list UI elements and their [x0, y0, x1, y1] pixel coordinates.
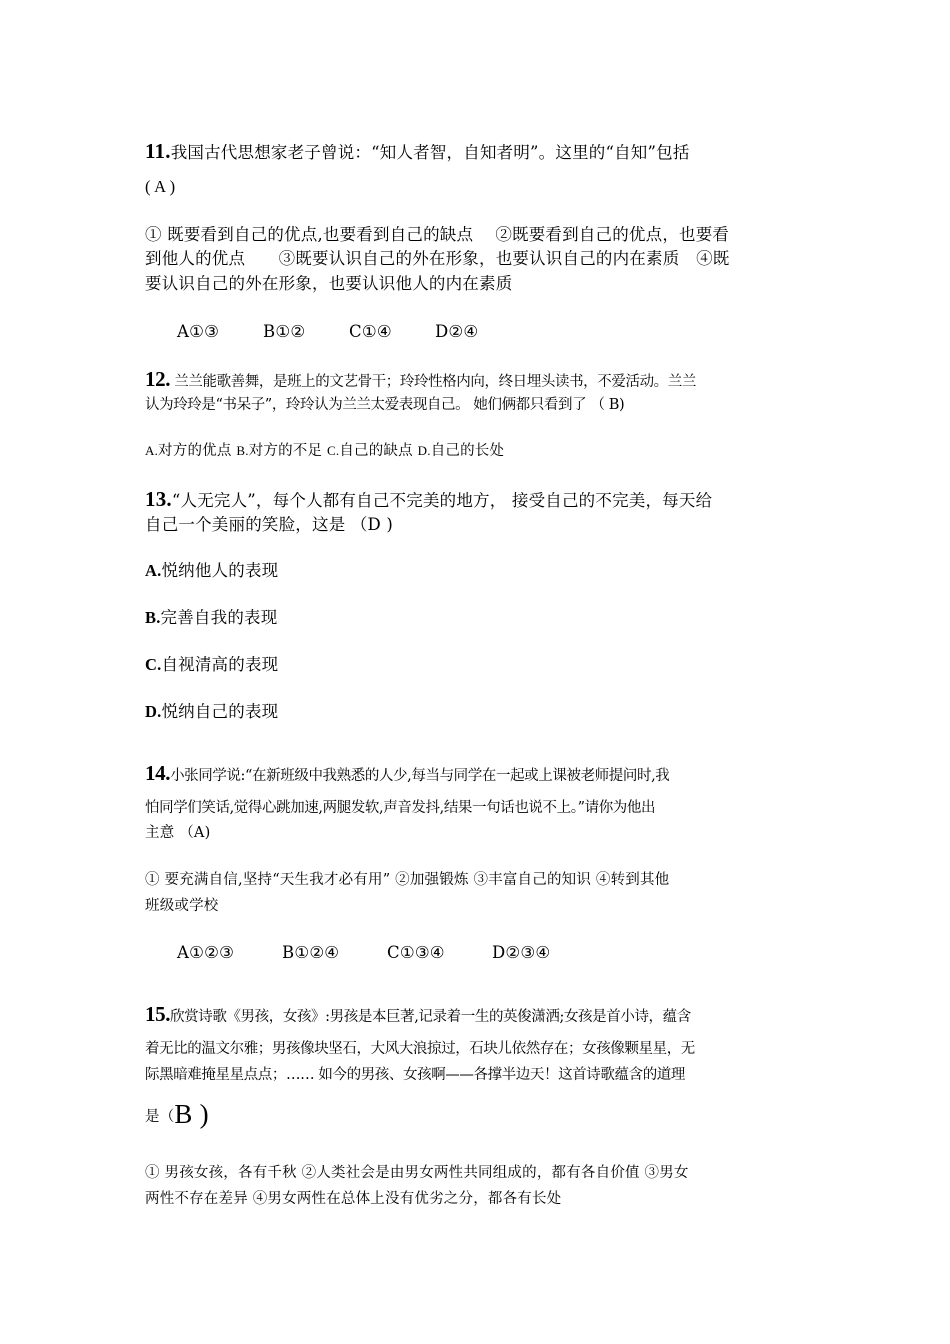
q14-choice-d: D②③④	[492, 943, 551, 962]
q12-stem-line-1	[145, 366, 810, 395]
q14-stem-line-2: 怕同学们笑话,觉得心跳加速,两腿发软,声音发抖,结果一句话也说不上。”请你为他出	[145, 800, 656, 816]
q12-stem-line-2: 认为玲玲是“书呆子”，玲玲认为兰兰太爱表现自己。 她们俩都只看到了 （ B)	[145, 397, 625, 413]
q12-number: 12.	[145, 367, 171, 391]
q13-stem-line-1	[145, 486, 810, 514]
q11-options-line-2: 到他人的优点 ③既要认识自己的外在形象，也要认识自己的内在素质 ④既	[145, 249, 730, 268]
q15-answer: B )	[174, 1099, 209, 1129]
q12-option-d: D.自己的长处	[417, 443, 505, 459]
q15-stem-line-1	[145, 1001, 810, 1030]
q12-options	[145, 438, 810, 464]
q14-options-line-1: ① 要充满自信,坚持“天生我才必有用” ②加强锻炼 ③丰富自己的知识 ④转到其他	[145, 872, 670, 888]
q15-stem-line-3: 际黑暗难掩星星点点；…… 如今的男孩、女孩啊——各撑半边天！这首诗歌蕴含的道理	[145, 1067, 686, 1083]
q13-stem-line-2: 自己一个美丽的笑脸，这是 （D )	[145, 515, 394, 534]
q15-options-line-1: ① 男孩女孩，各有千秋 ②人类社会是由男女两性共同组成的，都有各自价值 ③男女	[145, 1165, 689, 1181]
q11-choice-b: B①②	[263, 322, 306, 341]
q11-number: 11.	[145, 139, 171, 163]
q14-stem-line-3: 主意 （A)	[145, 825, 211, 841]
q11-options-line-3: 要认识自己的外在形象，也要认识他人的内在素质	[145, 274, 513, 293]
q15-stem-line-2: 着无比的温文尔雅；男孩像块坚石，大风大浪掠过，石块儿依然存在；女孩像颗星星，无	[145, 1041, 695, 1057]
q15-stem-tail: 是（	[145, 1109, 175, 1125]
q15-options-line-2: 两性不存在差异 ④男女两性在总体上没有优劣之分，都各有长处	[145, 1191, 562, 1207]
q11-choice-c: C①④	[349, 322, 392, 341]
q15-stem-text: 欣赏诗歌《男孩，女孩》:男孩是本巨著,记录着一生的英俊潇洒;女孩是首小诗，蕴含	[170, 1009, 691, 1025]
q12-option-a: A.对方的优点	[145, 443, 232, 459]
q13-option-c: C.自视清高的表现	[145, 655, 279, 674]
q11-answer: ( A )	[145, 177, 176, 196]
q15-stem-line-4	[145, 1098, 810, 1133]
q13-option-b: B.完善自我的表现	[145, 608, 278, 627]
q12-option-b: B.对方的不足	[236, 443, 323, 459]
q12-stem-text: 兰兰能歌善舞，是班上的文艺骨干；玲玲性格内向，终日埋头读书，不爱活动。兰兰	[174, 374, 696, 390]
q13-number: 13.	[145, 487, 172, 511]
q14-choice-c: C①③④	[387, 943, 445, 962]
q13-option-a: A.悦纳他人的表现	[145, 561, 279, 580]
q11-stem	[145, 138, 810, 166]
q14-options-line-2: 班级或学校	[145, 898, 219, 914]
q11-options-line-1: ① 既要看到自己的优点,也要看到自己的缺点 ②既要看到自己的优点，也要看	[145, 225, 730, 244]
q14-stem-text: 小张同学说:“在新班级中我熟悉的人少,每当与同学在一起或上课被老师提问时,我	[170, 768, 670, 784]
q11-choices	[177, 319, 842, 345]
q12-option-c: C.自己的缺点	[327, 443, 413, 459]
q13-stem-text: “人无完人”，每个人都有自己不完美的地方， 接受自己的不完美，每天给	[171, 491, 713, 510]
q11-stem-text: 我国古代思想家老子曾说：“知人者智，自知者明”。这里的“自知”包括	[170, 143, 690, 162]
q14-choice-a: A①②③	[177, 943, 235, 962]
q14-choice-b: B①②④	[282, 943, 340, 962]
q14-stem-line-1	[145, 760, 810, 789]
q14-number: 14.	[145, 761, 171, 785]
q15-number: 15.	[145, 1002, 171, 1026]
q11-choice-a: A①③	[177, 322, 220, 341]
q13-option-d: D.悦纳自己的表现	[145, 702, 279, 721]
q11-choice-d: D②④	[435, 322, 479, 341]
q14-choices	[177, 940, 842, 966]
